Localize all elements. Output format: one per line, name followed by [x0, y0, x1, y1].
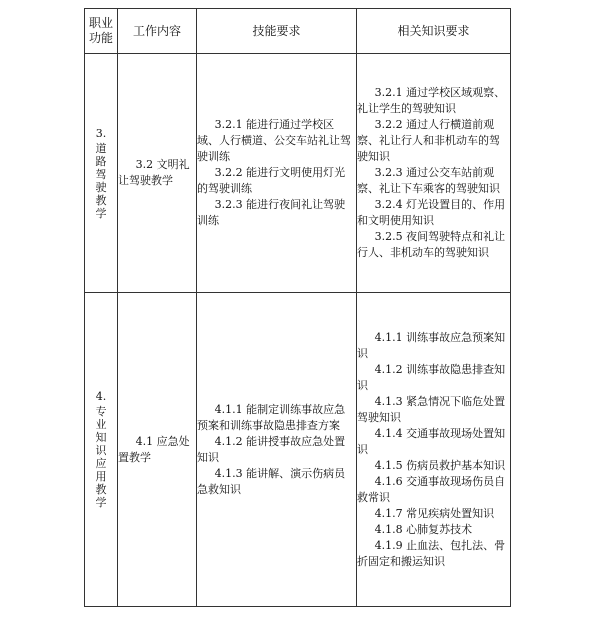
skills-cell: [197, 54, 357, 293]
knowledge-item: 4.1.5 伤病员救护基本知识: [374, 458, 506, 472]
skill-item: 4.1.3 能讲解、演示伤病员急救知识: [197, 466, 346, 496]
function-char: 路: [95, 154, 107, 168]
function-char: 驾: [95, 167, 107, 181]
function-number: 4.: [95, 390, 107, 403]
function-char: 驶: [95, 180, 107, 194]
knowledge-item: 3.2.3 通过公交车站前观察、礼让下车乘客的驾驶知识: [357, 166, 500, 195]
knowledge-item: 4.1.4 交通事故现场处置知识: [357, 426, 506, 456]
header-knowledge: 相关知识要求: [357, 9, 511, 54]
knowledge-item: 3.2.4 灯光设置目的、作用和文明使用知识: [357, 198, 506, 227]
function-char: 教: [95, 483, 107, 496]
knowledge-item: 4.1.7 常见疾病处置知识: [374, 506, 495, 520]
content-cell: [118, 293, 197, 607]
knowledge-item: 3.2.5 夜间驾驶特点和礼让行人、非机动车的驾驶知识: [357, 230, 506, 259]
function-char: 学: [95, 206, 107, 220]
function-char: 学: [95, 496, 107, 509]
function-char: 应: [95, 457, 107, 470]
function-char: 识: [95, 444, 107, 457]
skill-item: 3.2.3 能进行夜间礼让驾驶训练: [197, 198, 346, 227]
knowledge-item: 3.2.1 通过学校区域观察、礼让学生的驾驶知识: [357, 86, 506, 115]
skill-item: 3.2.1 能进行通过学校区域、人行横道、公交车站礼让驾驶训练: [197, 118, 351, 163]
knowledge-item: 4.1.8 心肺复苏技术: [374, 522, 473, 536]
function-char: 专: [95, 405, 107, 418]
function-cell: [85, 293, 118, 607]
table-row: [85, 54, 511, 293]
knowledge-cell: [357, 54, 511, 293]
content-text: 4.1 应急处置教学: [118, 434, 190, 464]
skill-item: 4.1.1 能制定训练事故应急预案和训练事故隐患排查方案: [197, 402, 346, 432]
function-char: 知: [95, 431, 107, 444]
skill-item: 3.2.2 能进行文明使用灯光的驾驶训练: [197, 166, 346, 195]
skill-item: 4.1.2 能讲授事故应急处置知识: [197, 434, 346, 464]
content-cell: [118, 54, 197, 293]
function-char: 道: [95, 141, 107, 155]
header-function: 职业功能: [85, 9, 118, 54]
knowledge-item: 4.1.2 训练事故隐患排查知识: [357, 362, 506, 392]
function-char: 教: [95, 193, 107, 207]
table-row: [85, 293, 511, 607]
header-content: 工作内容: [118, 9, 197, 54]
skills-cell: [197, 293, 357, 607]
knowledge-item: 4.1.6 交通事故现场伤员自救常识: [357, 474, 506, 504]
header-skills: 技能要求: [197, 9, 357, 54]
function-number: 3.: [95, 126, 107, 140]
function-char: 用: [95, 470, 107, 483]
function-cell: [85, 54, 118, 293]
standards-table: [84, 8, 511, 607]
function-char: 业: [95, 418, 107, 431]
table-header-row: [85, 9, 511, 54]
knowledge-item: 4.1.3 紧急情况下临危处置驾驶知识: [357, 394, 506, 424]
knowledge-item: 4.1.9 止血法、包扎法、骨折固定和搬运知识: [357, 538, 506, 568]
knowledge-cell: [357, 293, 511, 607]
knowledge-item: 3.2.2 通过人行横道前观察、礼让行人和非机动车的驾驶知识: [357, 118, 500, 163]
knowledge-item: 4.1.1 训练事故应急预案知识: [357, 330, 506, 360]
content-text: 3.2 文明礼让驾驶教学: [118, 158, 190, 187]
